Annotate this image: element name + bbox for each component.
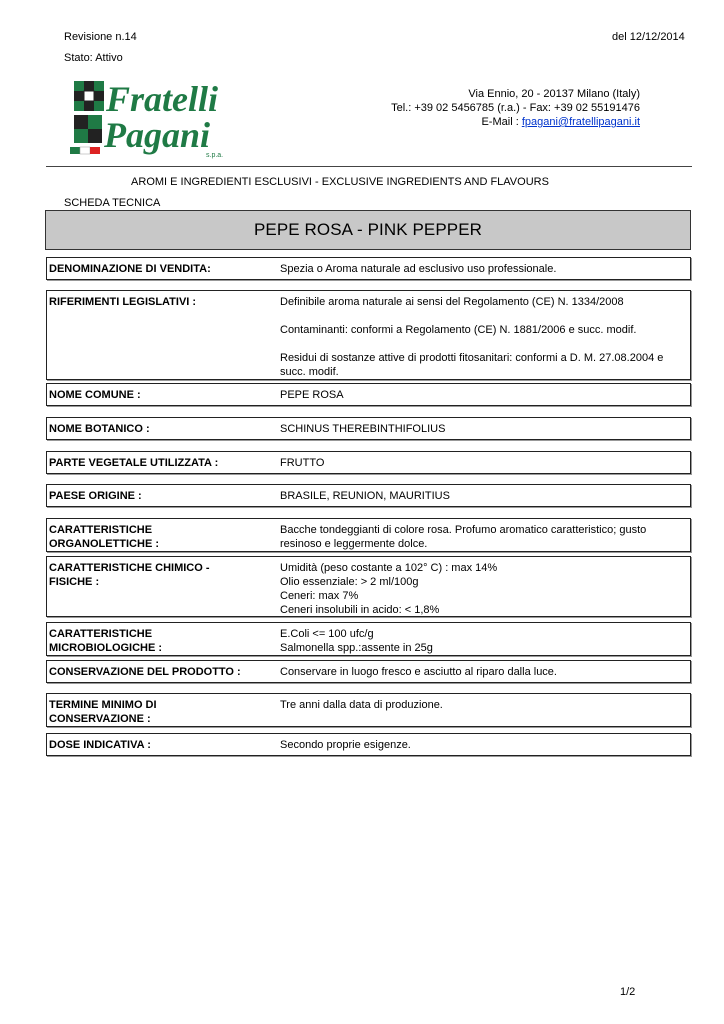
spec-label: CARATTERISTICHE MICROBIOLOGICHE : [49,628,163,654]
document-subtitle: AROMI E INGREDIENTI ESCLUSIVI - EXCLUSIVE INGREDIENTS AND FLAVOURS [131,176,549,188]
section-label: SCHEDA TECNICA [64,197,161,209]
email-label: E-Mail : [481,116,522,128]
spec-row [46,484,691,507]
logo-suffix: s.p.a. [206,152,224,159]
company-address: Via Ennio, 20 - 20137 Milano (Italy) [468,88,640,100]
spec-label: NOME BOTANICO : [49,423,150,435]
spec-row [46,660,691,683]
spec-value [280,388,680,402]
spec-label: DENOMINAZIONE DI VENDITA: [49,263,211,275]
spec-value-line: Olio essenziale: > 2 ml/100g [280,576,419,588]
spec-value-line: Tre anni dalla data di produzione. [280,699,443,711]
spec-value-line: Contaminanti: conformi a Regolamento (CE) N. 1881/2006 e succ. modif. [280,324,637,336]
company-email-line [370,115,640,129]
spec-row [46,733,691,756]
spec-label: DOSE INDICATIVA : [49,739,151,751]
spec-row [46,556,691,617]
spec-value-line: PEPE ROSA [280,389,344,401]
spec-value-line: Definibile aroma naturale ai sensi del Regolamento (CE) N. 1334/2008 [280,296,624,308]
fratelli-pagani-logo [70,75,236,159]
spec-label: CONSERVAZIONE DEL PRODOTTO : [49,666,241,678]
spec-value-line: FRUTTO [280,457,325,469]
company-logo [70,75,236,159]
company-contact [370,87,640,129]
spec-value [280,422,680,436]
spec-label: NOME COMUNE : [49,389,141,401]
spec-row [46,693,691,727]
product-title-band [45,210,691,250]
spec-value-line: Residui di sostanze attive di prodotti fitosanitari: conformi a D. M. 27.08.2004 e succ. modif. [280,352,664,378]
spec-value [280,738,680,752]
spec-value-line: Ceneri insolubili in acido: < 1,8% [280,604,440,616]
spec-row [46,383,691,406]
spec-value-line: Bacche tondeggianti di colore rosa. Profumo aromatico caratteristico; gusto resinoso e leggermente dolce. [280,524,647,550]
header-divider [46,166,692,167]
product-title: PEPE ROSA - PINK PEPPER [253,220,483,239]
spec-label: TERMINE MINIMO DI CONSERVAZIONE : [49,699,157,725]
spec-value-line: BRASILE, REUNION, MAURITIUS [280,490,450,502]
spec-value [280,456,680,470]
spec-row [46,417,691,440]
spec-value-line: Ceneri: max 7% [280,590,359,602]
page-number: 1/2 [620,986,636,998]
spec-value [280,627,680,655]
spec-value [280,698,680,712]
spec-value [280,489,680,503]
revision-date: del 12/12/2014 [612,31,685,43]
spec-row [46,290,691,380]
spec-row [46,257,691,280]
spec-value-line: SCHINUS THEREBINTHIFOLIUS [280,423,446,435]
logo-text-line1: Fratelli [106,79,219,119]
logo-text-line2: Pagani [104,115,211,155]
spec-label: CARATTERISTICHE CHIMICO - FISICHE : [49,562,210,588]
revision-number: Revisione n.14 [64,31,137,43]
spec-value [280,561,680,617]
spec-value-line: Secondo proprie esigenze. [280,739,411,751]
spec-value-line: Conservare in luogo fresco e asciutto al riparo dalla luce. [280,666,557,678]
spec-row [46,518,691,552]
spec-value-line: E.Coli <= 100 ufc/g [280,628,374,640]
spec-row [46,622,691,656]
company-phone-fax: Tel.: +39 02 5456785 (r.a.) - Fax: +39 02 55191476 [391,102,640,114]
spec-label: PAESE ORIGINE : [49,490,142,502]
email-link[interactable]: fpagani@fratellipagani.it [521,116,640,128]
spec-value-line: Salmonella spp.:assente in 25g [280,642,433,654]
spec-value-line: Spezia o Aroma naturale ad esclusivo uso professionale. [280,263,557,275]
document-status: Stato: Attivo [64,52,123,64]
spec-label: RIFERIMENTI LEGISLATIVI : [49,296,197,308]
spec-value [280,523,680,551]
spec-value-line: Umidità (peso costante a 102° C) : max 14% [280,562,498,574]
spec-value [280,665,680,679]
spec-value [280,262,680,276]
spec-label: CARATTERISTICHE ORGANOLETTICHE : [49,524,159,550]
spec-row [46,451,691,474]
spec-label: PARTE VEGETALE UTILIZZATA : [49,457,219,469]
